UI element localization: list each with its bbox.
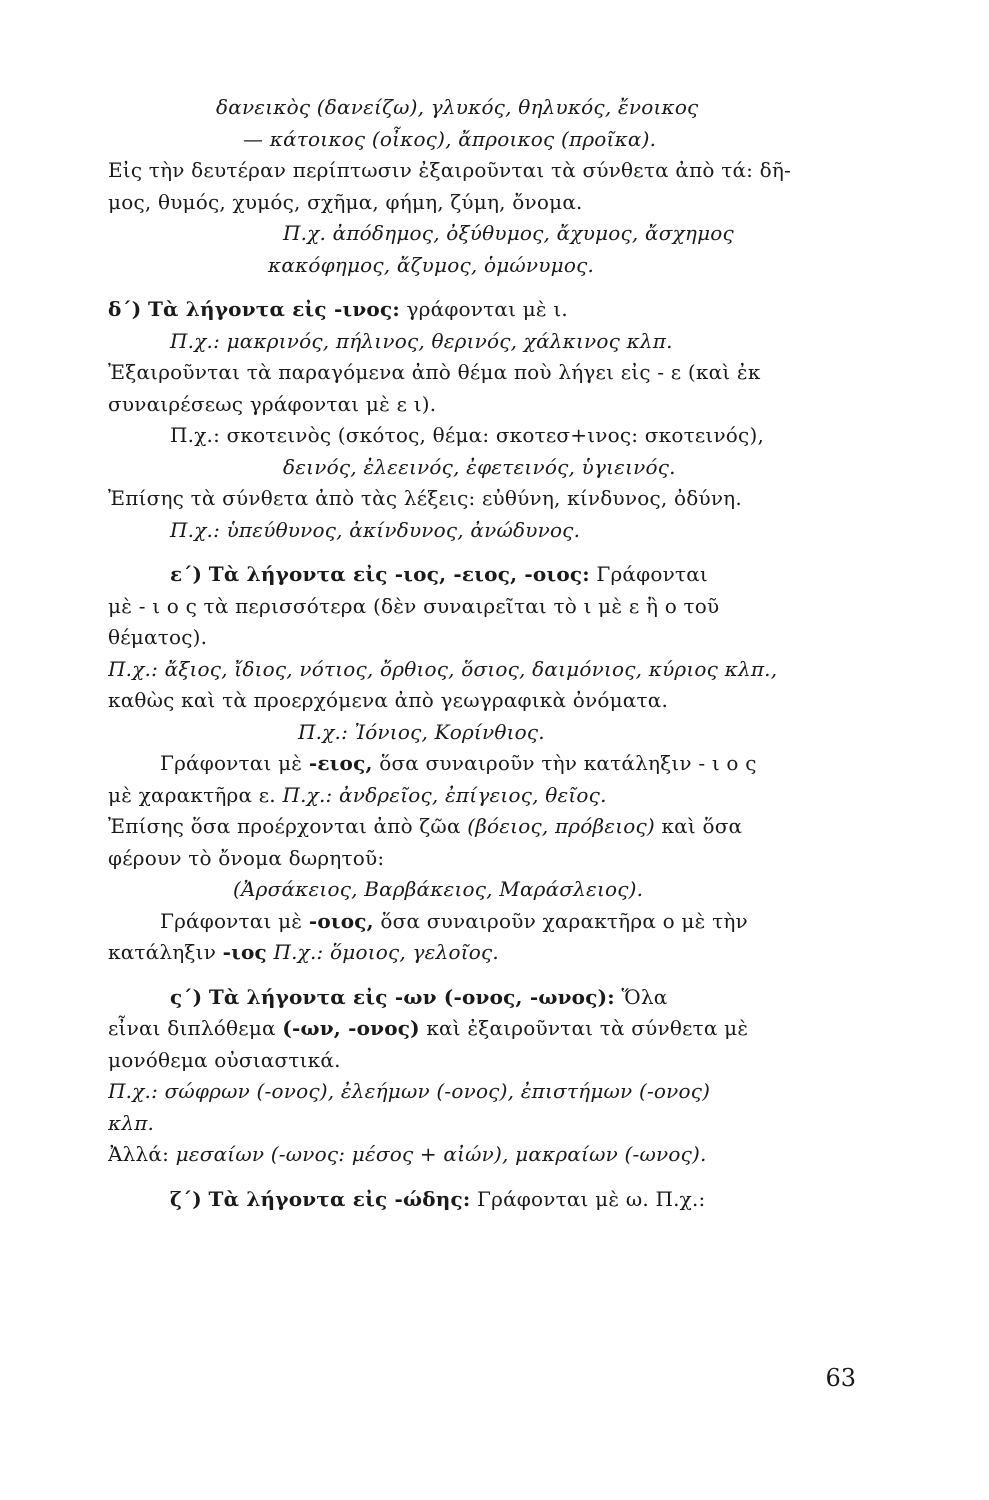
text-run: Ἐπίσης ὅσα προέρχονται ἀπὸ ζῶα bbox=[108, 814, 461, 838]
text-line: συναιρέσεως γράφονται μὲ ε ι). bbox=[108, 391, 437, 416]
text-line: — κάτοικος (οἶκος), ἄπροικος (προῖκα). bbox=[243, 126, 657, 151]
page-number: 63 bbox=[825, 1364, 856, 1392]
section-title: Τὰ λήγοντα εἰς -ώδης: bbox=[208, 1186, 471, 1211]
section-marker: ε΄) bbox=[170, 562, 203, 586]
text-line: μὲ - ι ο ς τὰ περισσότερα (δὲν συναιρεῖται τὸ ι μὲ ε ἢ ο τοῦ bbox=[108, 593, 720, 618]
section-title: Τὰ λήγοντα εἰς -ων (-ονος, -ωνος): bbox=[208, 984, 615, 1009]
section-heading-z bbox=[108, 1184, 853, 1216]
text-line: Εἰς τὴν δευτέραν περίπτωσιν ἐξαιροῦνται τὰ σύνθετα ἀπὸ τά: δῆ- bbox=[108, 158, 792, 182]
text-run: -οιος, bbox=[308, 908, 374, 933]
text-line: μος, θυμός, χυμός, σχῆμα, φήμη, ζύμη, ὄνομα. bbox=[108, 189, 583, 214]
text-run: κατάληξιν bbox=[108, 940, 217, 964]
section-marker: ς΄) bbox=[170, 984, 203, 1009]
text-line: (Ἀρσάκειος, Βαρβάκειος, Μαράσλειος). bbox=[233, 877, 644, 901]
text-line: θέματος). bbox=[108, 625, 208, 649]
text-run: -ιος bbox=[222, 940, 267, 964]
text-run: καὶ ἐξαιροῦνται τὰ σύνθετα μὲ bbox=[426, 1016, 749, 1040]
text-run: γράφονται μὲ ι. bbox=[406, 297, 568, 321]
text-run: Π.χ.: ἀνδρεῖος, ἐπίγειος, θεῖος. bbox=[282, 782, 607, 807]
text-run: Γράφονται μὲ bbox=[160, 908, 303, 933]
text-run: καὶ ὅσα bbox=[661, 814, 743, 838]
text-line bbox=[108, 780, 853, 812]
text-run: -ειος, bbox=[308, 751, 373, 775]
text-line bbox=[108, 906, 853, 938]
text-run: (βόειος, πρόβειος) bbox=[467, 814, 655, 838]
text-line bbox=[108, 748, 853, 780]
text-line: Π.χ. ἀπόδημος, ὀξύθυμος, ἄχυμος, ἄσχημος bbox=[283, 221, 734, 245]
text-run: Γράφονται μὲ ω. Π.χ.: bbox=[477, 1186, 706, 1211]
section-title: Τὰ λήγοντα εἰς -ιος, -ειος, -οιος: bbox=[208, 562, 590, 586]
section-marker: δ΄) bbox=[108, 297, 142, 321]
text-run: μεσαίων (-ωνος: μέσος + αἰών), μακραίων (-ωνος). bbox=[175, 1142, 707, 1166]
section-marker: ζ΄) bbox=[170, 1186, 202, 1211]
text-run: Γράφονται μὲ bbox=[160, 751, 303, 775]
section-heading-st bbox=[108, 982, 853, 1014]
text-line bbox=[108, 1139, 853, 1171]
text-line: Π.χ.: Ἰόνιος, Κορίνθιος. bbox=[298, 719, 545, 744]
text-line bbox=[108, 811, 853, 843]
text-run: Ὅλα bbox=[621, 984, 668, 1009]
text-line: Ἐξαιροῦνται τὰ παραγόμενα ἀπὸ θέμα ποὺ λήγει εἰς - ε (καὶ ἐκ bbox=[108, 360, 761, 384]
text-run: Π.χ.: ὅμοιος, γελοῖος. bbox=[273, 940, 499, 964]
text-run: (-ων, -ονος) bbox=[282, 1016, 420, 1040]
text-line: καθὼς καὶ τὰ προερχόμενα ἀπὸ γεωγραφικὰ ὀνόματα. bbox=[108, 688, 669, 712]
text-run: Ἀλλά: bbox=[108, 1142, 170, 1166]
text-line bbox=[108, 420, 853, 452]
text-line: Ἐπίσης τὰ σύνθετα ἀπὸ τὰς λέξεις: εὐθύνη, κίνδυνος, ὀδύνη. bbox=[108, 486, 742, 510]
text-run: σκοτεινὸς (σκότος, θέμα: σκοτεσ+ινος: σκοτεινός), bbox=[226, 423, 765, 447]
text-run: μὲ χαρακτῆρα ε. bbox=[108, 782, 276, 807]
text-line bbox=[108, 937, 853, 969]
text-line: Π.χ.: σώφρων (-ονος), ἐλεήμων (-ονος), ἐπιστήμων (-ονος) bbox=[108, 1079, 711, 1103]
example-marker: Π.χ.: bbox=[170, 423, 221, 447]
text-run: ὅσα συναιροῦν χαρακτῆρα ο μὲ τὴν bbox=[380, 908, 748, 933]
page-body bbox=[108, 92, 853, 1215]
text-run: Γράφονται bbox=[596, 562, 708, 586]
section-heading-d bbox=[108, 294, 853, 326]
text-run: εἶναι διπλόθεμα bbox=[108, 1016, 276, 1040]
section-heading-e bbox=[108, 559, 853, 591]
text-line: μονόθεμα οὐσιαστικά. bbox=[108, 1047, 341, 1072]
text-line: κακόφημος, ἄζυμος, ὁμώνυμος. bbox=[268, 252, 595, 277]
text-line: δεινός, ἐλεεινός, ἐφετεινός, ὑγιεινός. bbox=[283, 454, 676, 479]
section-title: Τὰ λήγοντα εἰς -ινος: bbox=[147, 297, 400, 321]
text-line: δανεικὸς (δανείζω), γλυκός, θηλυκός, ἔνοικος bbox=[216, 95, 699, 119]
text-line: Π.χ.: μακρινός, πήλινος, θερινός, χάλκινος κλπ. bbox=[170, 328, 673, 353]
text-line: κλπ. bbox=[108, 1110, 155, 1135]
text-line: Π.χ.: ὑπεύθυνος, ἀκίνδυνος, ἀνώδυνος. bbox=[170, 517, 581, 542]
text-line: φέρουν τὸ ὄνομα δωρητοῦ: bbox=[108, 845, 385, 870]
text-line: Π.χ.: ἄξιος, ἴδιος, νότιος, ὄρθιος, ὅσιος, δαιμόνιος, κύριος κλπ., bbox=[108, 656, 778, 681]
text-run: ὅσα συναιροῦν τὴν κατάληξιν - ι ο ς bbox=[379, 751, 757, 775]
text-line bbox=[108, 1013, 853, 1045]
